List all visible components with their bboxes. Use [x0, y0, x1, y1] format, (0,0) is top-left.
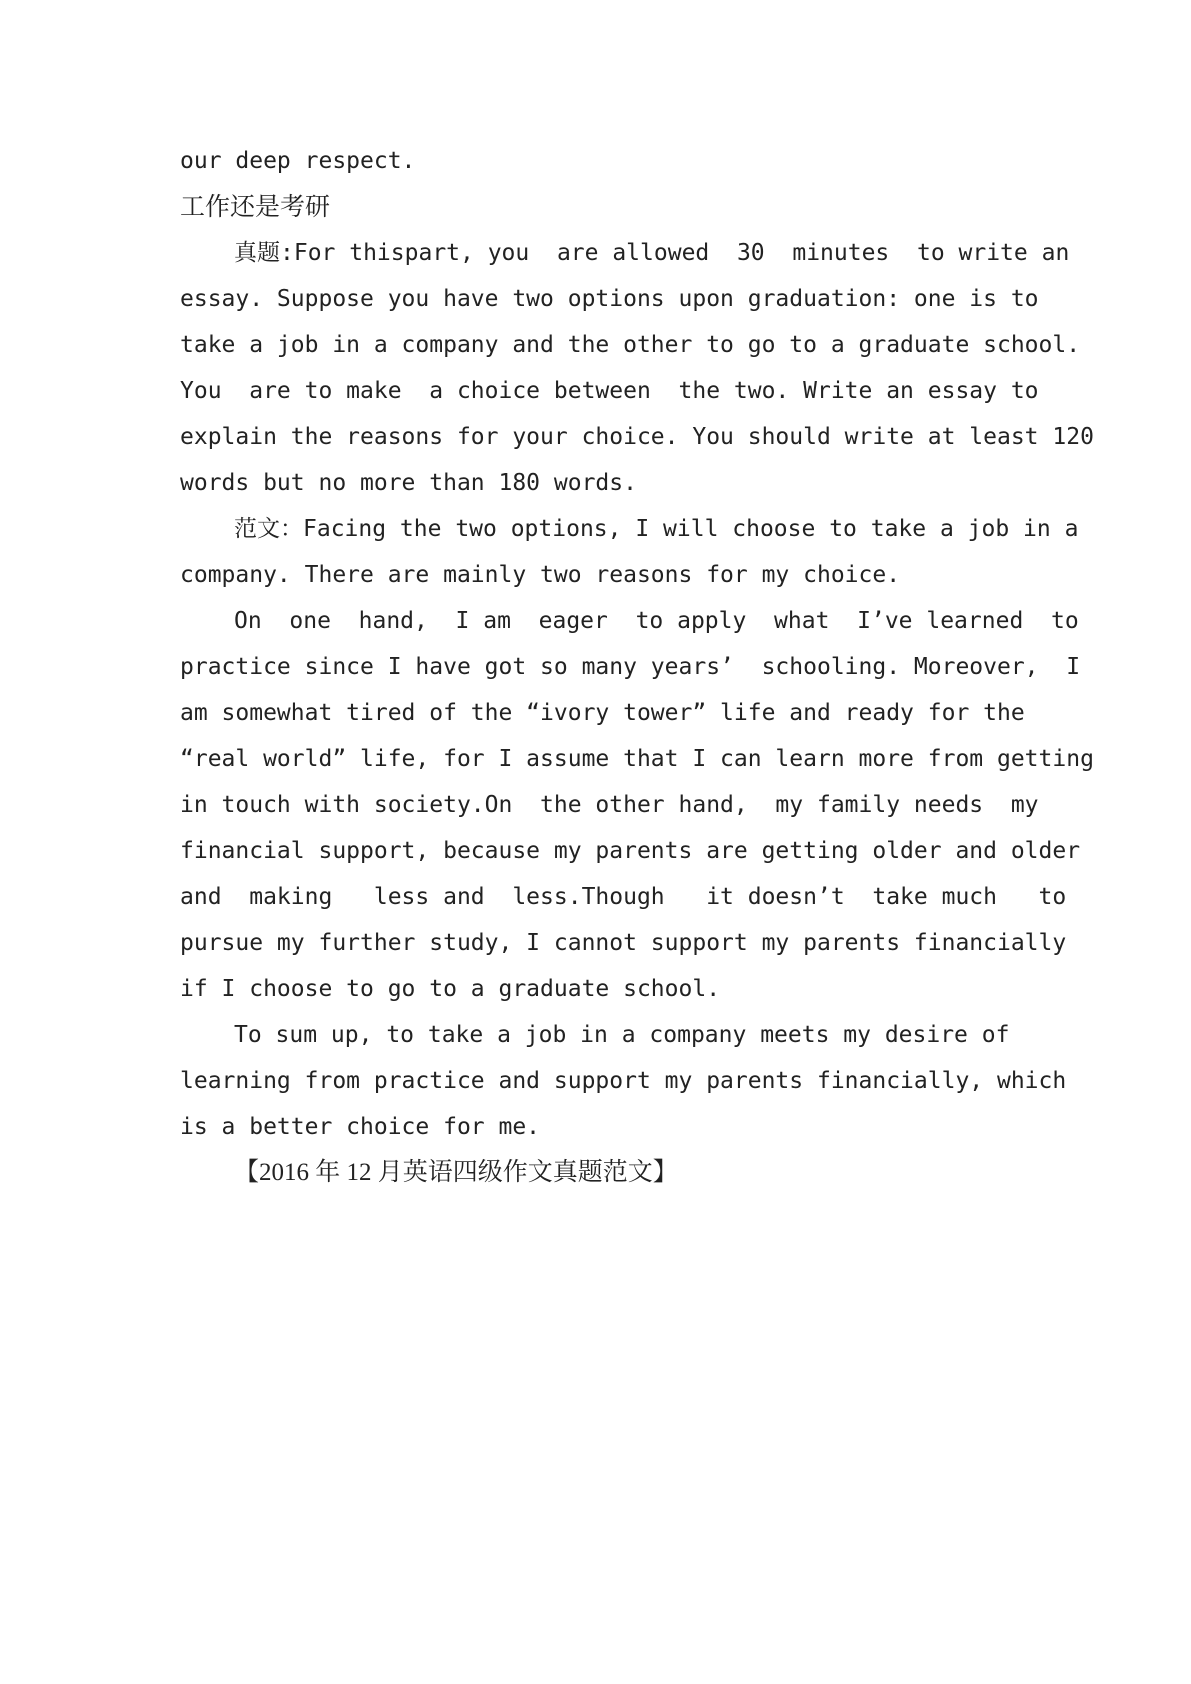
- section-heading: 工作还是考研: [180, 192, 331, 221]
- text-line: pursue my further study, I cannot support my parents financially: [180, 930, 1067, 956]
- section-title: 【2016 年 12 月英语四级作文真题范文】: [234, 1159, 678, 1186]
- text-line: learning from practice and support my parents financially, which: [180, 1068, 1067, 1094]
- text-line: is a better choice for me.: [180, 1114, 541, 1140]
- text-line: take a job in a company and the other to go to a graduate school.: [180, 332, 1081, 358]
- text-line: financial support, because my parents are getting older and older: [180, 838, 1081, 864]
- text-line: You are to make a choice between the two. Write an essay to: [180, 378, 1039, 404]
- text-line: am somewhat tired of the “ivory tower” life and ready for the: [180, 700, 1025, 726]
- text-line: our deep respect.: [180, 148, 416, 174]
- text-line: and making less and less.Though it doesn’t take much to: [180, 884, 1067, 910]
- text-line: explain the reasons for your choice. You should write at least 120: [180, 424, 1094, 450]
- text-line: “real world” life, for I assume that I can learn more from getting: [180, 746, 1094, 772]
- paragraph-start: On one hand, I am eager to apply what I’ve learned to: [234, 608, 1079, 634]
- text-line: practice since I have got so many years’ schooling. Moreover, I: [180, 654, 1081, 680]
- text-line: essay. Suppose you have two options upon graduation: one is to: [180, 286, 1039, 312]
- text-line: in touch with society.On the other hand, my family needs my: [180, 792, 1039, 818]
- sample-paragraph-start: 范文：Facing the two options, I will choose to take a job in a: [234, 516, 1079, 542]
- text-line: if I choose to go to a graduate school.: [180, 976, 721, 1002]
- document-body: [180, 138, 1094, 1196]
- paragraph-start: To sum up, to take a job in a company meets my desire of: [234, 1022, 1010, 1048]
- prompt-paragraph-start: 真题:For thispart, you are allowed 30 minutes to write an: [234, 240, 1070, 266]
- text-line: words but no more than 180 words.: [180, 470, 637, 496]
- text-line: company. There are mainly two reasons for my choice.: [180, 562, 901, 588]
